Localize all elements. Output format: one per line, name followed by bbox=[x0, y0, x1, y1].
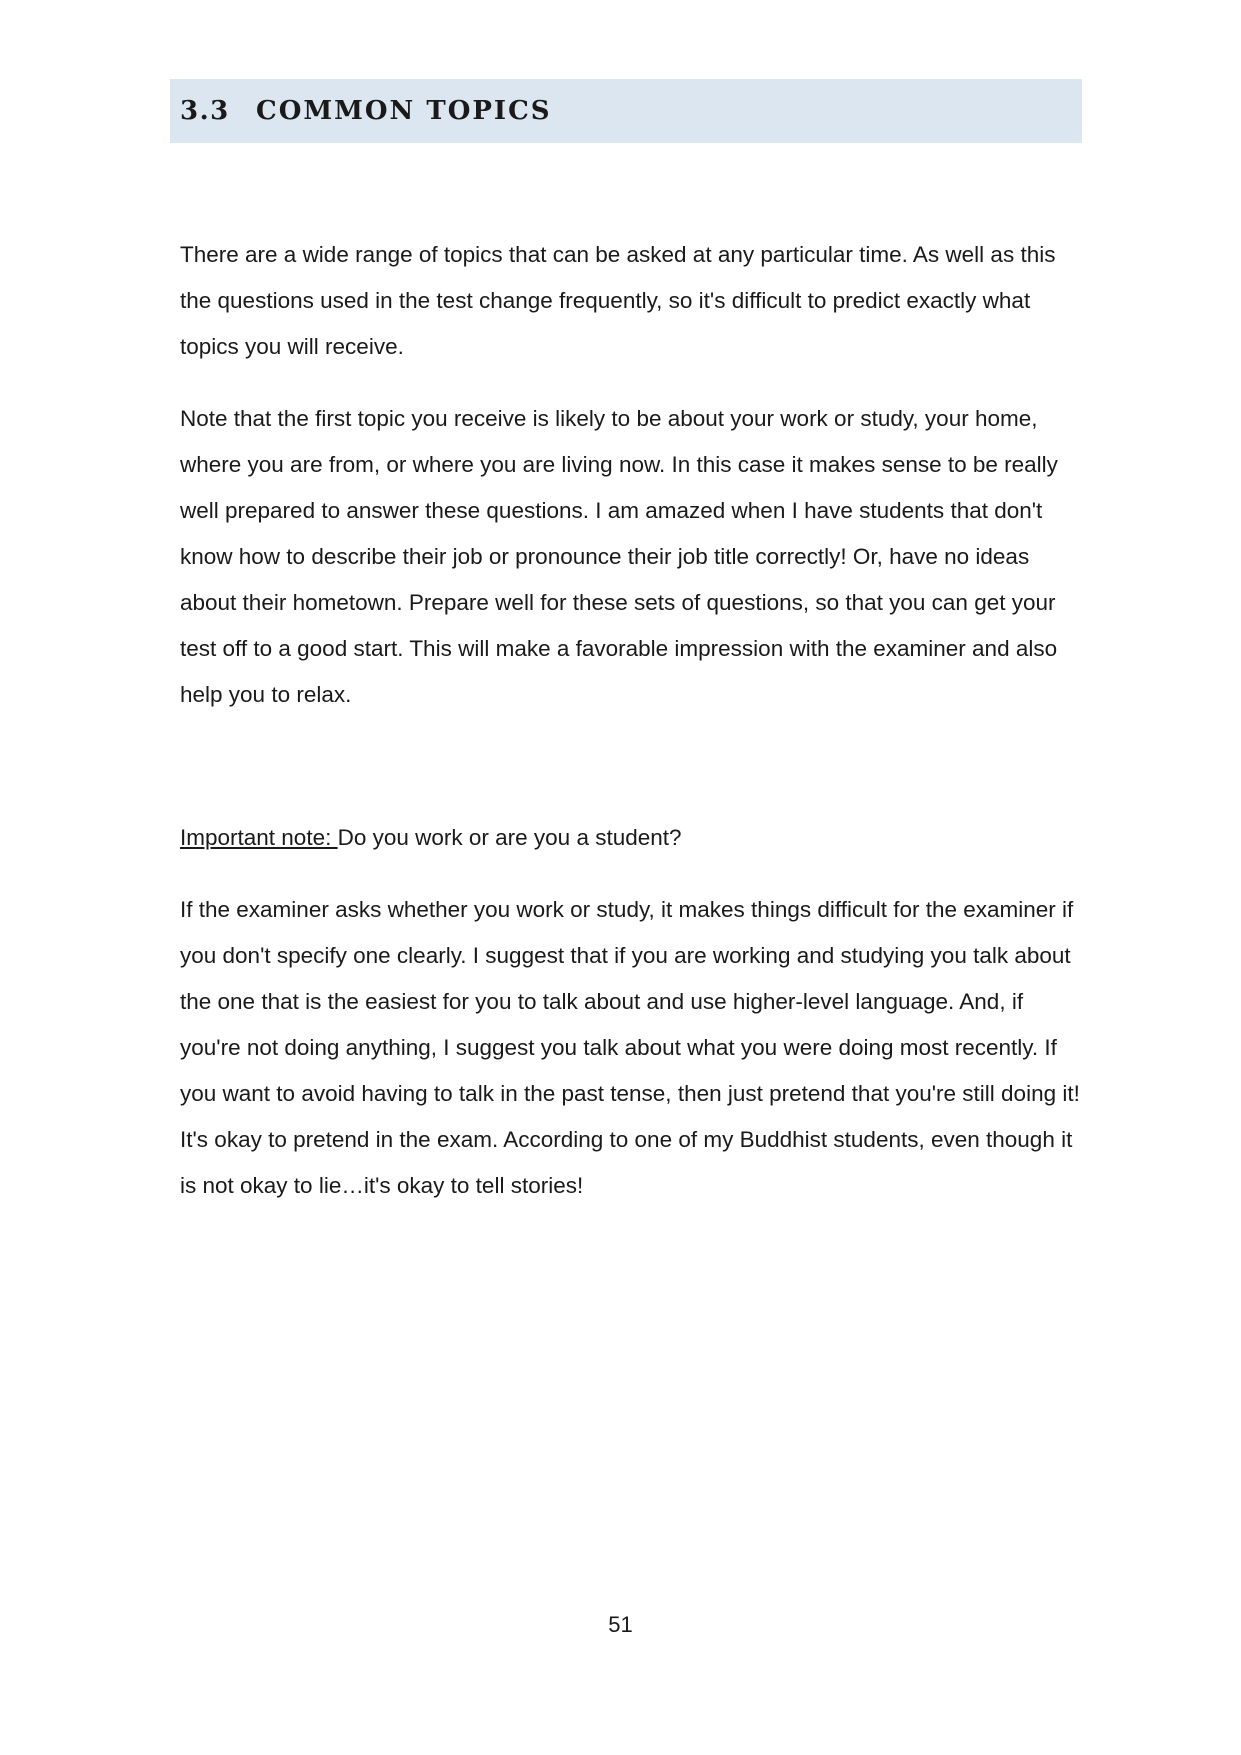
paragraph-first-topic: Note that the first topic you receive is likely to be about your work or study, your home, where you are from, or where you are living now. In this case it makes sense to be really well prepared to answer these questions. I am amazed when I have students that don't know how to describe their job or pronounce their job title correctly! Or, have no ideas about their hometown. Prepare well for these sets of questions, so that you can get your test off to a good start. This will make a favorable impression with the examiner and also help you to relax. bbox=[180, 406, 1058, 707]
paragraph-topics-range: There are a wide range of topics that can be asked at any particular time. As well as this the questions used in the test change frequently, so it's difficult to predict exactly what topics you will receive. bbox=[180, 242, 1056, 359]
important-note-label: Important note: bbox=[180, 825, 338, 850]
section-heading bbox=[170, 79, 1082, 143]
important-note-text: Do you work or are you a student? bbox=[337, 825, 682, 850]
important-note bbox=[180, 815, 1080, 861]
section-number: 3.3 bbox=[180, 96, 230, 126]
page-number: 51 bbox=[608, 1612, 633, 1637]
paragraph-work-or-study: If the examiner asks whether you work or study, it makes things difficult for the examiner if you don't specify one clearly. I suggest that if you are working and studying you talk about the one that is the easiest for you to talk about and use higher-level language. And, if you're not doing anything, I suggest you talk about what you were doing most recently. If you want to avoid having to talk in the past tense, then just pretend that you're still doing it! It's okay to pretend in the exam. According to one of my Buddhist students, even though it is not okay to lie…it's okay to tell stories! bbox=[180, 897, 1080, 1198]
section-title: COMMON TOPICS bbox=[256, 96, 552, 126]
